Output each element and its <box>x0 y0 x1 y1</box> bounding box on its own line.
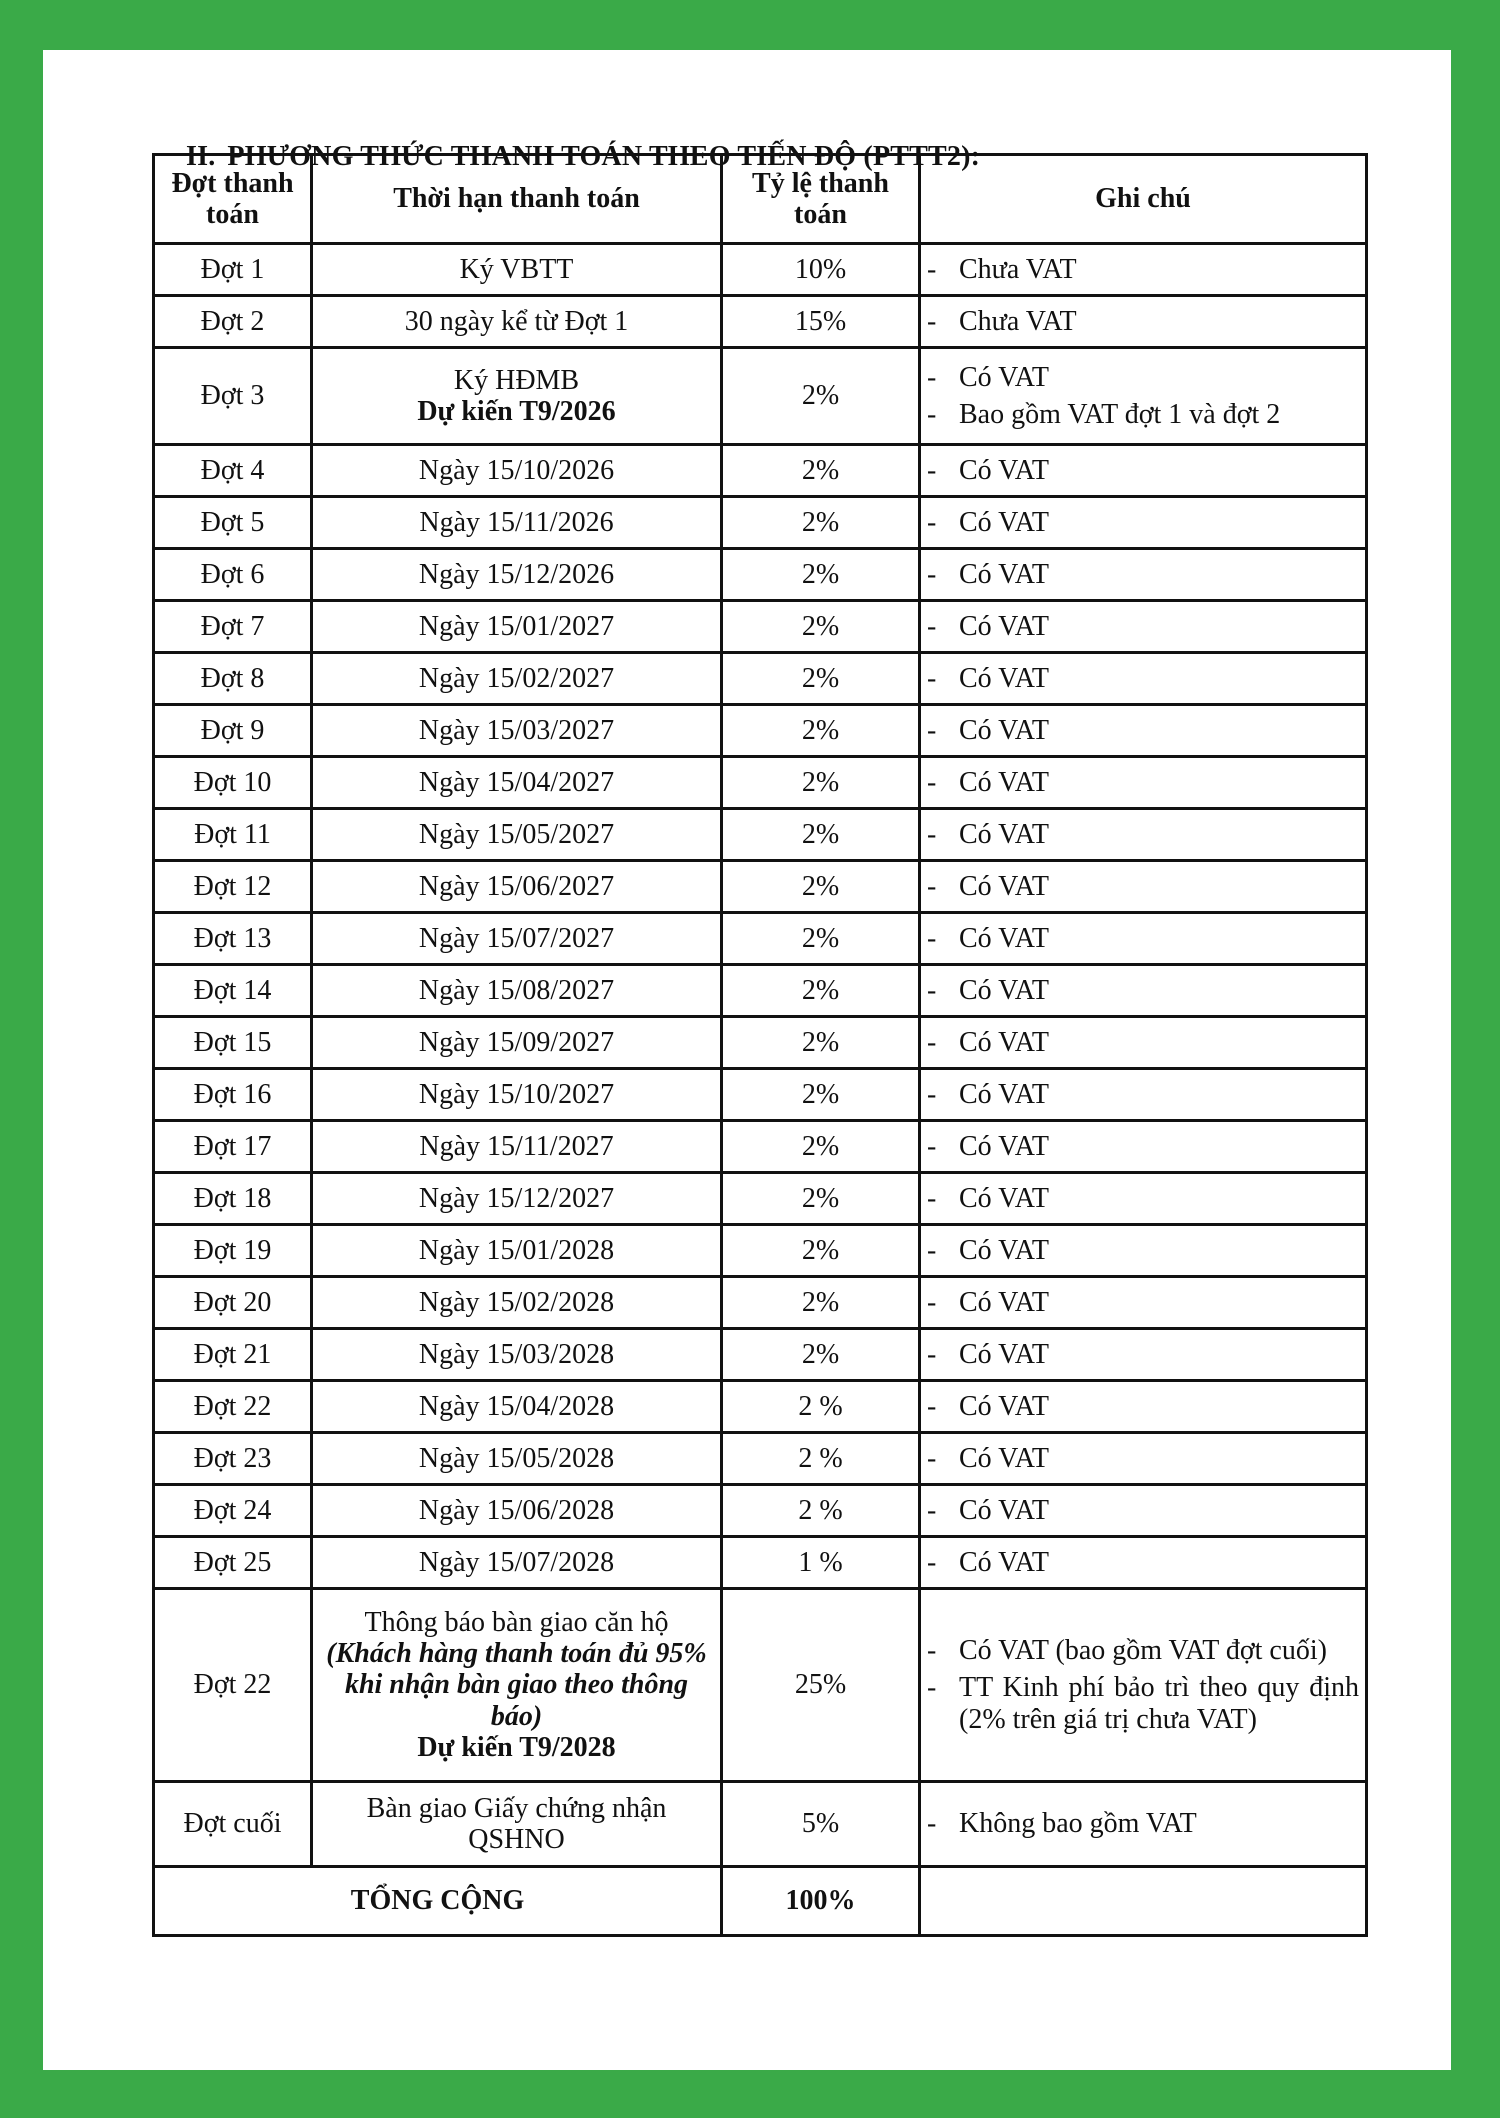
note-item <box>927 1079 1359 1110</box>
cell-notes <box>920 1485 1367 1537</box>
deadline-text: Bàn giao Giấy chứng nhận QSHNO <box>366 1792 667 1855</box>
cell-rate: 10% <box>722 244 920 296</box>
deadline-text: Ngày 15/05/2027 <box>418 818 615 850</box>
table-row <box>154 757 1367 809</box>
cell-stage: Đợt 13 <box>154 913 312 965</box>
cell-notes <box>920 965 1367 1017</box>
header-notes: Ghi chú <box>920 155 1367 244</box>
note-item <box>927 1547 1359 1578</box>
table-row <box>154 1589 1367 1782</box>
note-bullet: - <box>927 766 937 798</box>
note-bullet: - <box>927 922 937 954</box>
cell-deadline <box>312 1121 722 1173</box>
cell-notes <box>920 1433 1367 1485</box>
note-text: Chưa VAT <box>959 253 1077 285</box>
table-row <box>154 1485 1367 1537</box>
cell-deadline <box>312 497 722 549</box>
note-bullet: - <box>927 506 937 538</box>
deadline-text: Ngày 15/07/2027 <box>418 922 615 954</box>
cell-deadline <box>312 1381 722 1433</box>
table-row <box>154 1433 1367 1485</box>
note-item <box>927 559 1359 590</box>
cell-stage: Đợt 12 <box>154 861 312 913</box>
note-bullet: - <box>927 1390 937 1422</box>
cell-notes <box>920 1537 1367 1589</box>
cell-notes <box>920 1277 1367 1329</box>
note-item <box>927 1235 1359 1266</box>
deadline-text: Ngày 15/04/2027 <box>418 766 615 798</box>
table-row <box>154 1537 1367 1589</box>
cell-notes <box>920 1225 1367 1277</box>
note-item <box>927 1443 1359 1474</box>
note-item <box>927 455 1359 486</box>
table-row <box>154 1069 1367 1121</box>
cell-rate: 2% <box>722 549 920 601</box>
cell-stage: Đợt 22 <box>154 1589 312 1782</box>
note-bullet: - <box>927 610 937 642</box>
cell-rate: 2% <box>722 1017 920 1069</box>
table-row <box>154 497 1367 549</box>
cell-notes <box>920 809 1367 861</box>
note-item <box>927 1027 1359 1058</box>
cell-rate: 2% <box>722 965 920 1017</box>
cell-notes <box>920 348 1367 445</box>
note-bullet: - <box>927 1234 937 1266</box>
note-text: Có VAT <box>959 766 1050 798</box>
total-rate: 100% <box>722 1867 920 1936</box>
note-text: Có VAT <box>959 558 1050 590</box>
deadline-text: Ngày 15/02/2027 <box>418 662 615 694</box>
deadline-text: Ký HĐMB <box>453 364 580 396</box>
note-bullet: - <box>927 1808 937 1840</box>
note-bullet: - <box>927 1130 937 1162</box>
note-text: Có VAT <box>959 922 1050 954</box>
cell-stage: Đợt 16 <box>154 1069 312 1121</box>
note-text: Có VAT <box>959 454 1050 486</box>
cell-stage: Đợt 14 <box>154 965 312 1017</box>
note-text: Bao gồm VAT đợt 1 và đợt 2 <box>959 399 1281 430</box>
cell-notes <box>920 1782 1367 1867</box>
cell-rate: 2% <box>722 348 920 445</box>
cell-rate: 1 % <box>722 1537 920 1589</box>
note-bullet: - <box>927 1494 937 1526</box>
table-row <box>154 1782 1367 1867</box>
cell-deadline <box>312 244 722 296</box>
cell-deadline <box>312 653 722 705</box>
cell-stage: Đợt 1 <box>154 244 312 296</box>
note-item <box>927 1131 1359 1162</box>
deadline-expected: Dự kiến T9/2026 <box>417 396 616 427</box>
cell-rate: 2 % <box>722 1381 920 1433</box>
cell-deadline <box>312 1329 722 1381</box>
cell-stage: Đợt 7 <box>154 601 312 653</box>
table-header-row <box>154 155 1367 244</box>
cell-notes <box>920 244 1367 296</box>
note-text: Có VAT <box>959 1546 1050 1578</box>
table-row <box>154 1277 1367 1329</box>
cell-notes <box>920 601 1367 653</box>
table-row <box>154 1381 1367 1433</box>
note-text: Có VAT <box>959 1442 1050 1474</box>
cell-rate: 2% <box>722 757 920 809</box>
cell-notes <box>920 861 1367 913</box>
cell-notes <box>920 913 1367 965</box>
cell-stage: Đợt 24 <box>154 1485 312 1537</box>
table-row <box>154 1173 1367 1225</box>
cell-rate: 2% <box>722 1069 920 1121</box>
cell-rate: 2% <box>722 1121 920 1173</box>
cell-rate: 2% <box>722 809 920 861</box>
deadline-text: Ngày 15/07/2028 <box>418 1546 615 1578</box>
cell-stage: Đợt 18 <box>154 1173 312 1225</box>
cell-rate: 2% <box>722 1329 920 1381</box>
total-row <box>154 1867 1367 1936</box>
note-item <box>927 399 1359 430</box>
cell-stage: Đợt 5 <box>154 497 312 549</box>
deadline-text: Ngày 15/06/2028 <box>418 1494 615 1526</box>
cell-rate: 2% <box>722 705 920 757</box>
cell-notes <box>920 653 1367 705</box>
deadline-text: Ngày 15/01/2028 <box>418 1234 615 1266</box>
deadline-text: Ngày 15/01/2027 <box>418 610 615 642</box>
deadline-text: Ngày 15/09/2027 <box>418 1026 615 1058</box>
cell-deadline <box>312 1485 722 1537</box>
note-bullet: - <box>927 1672 937 1704</box>
note-item <box>927 923 1359 954</box>
note-text: Có VAT <box>959 361 1050 393</box>
note-text: Có VAT <box>959 1182 1050 1214</box>
table-row <box>154 244 1367 296</box>
cell-stage: Đợt 17 <box>154 1121 312 1173</box>
cell-notes <box>920 1329 1367 1381</box>
note-bullet: - <box>927 305 937 337</box>
cell-stage: Đợt 11 <box>154 809 312 861</box>
note-bullet: - <box>927 1078 937 1110</box>
cell-rate: 2% <box>722 1277 920 1329</box>
deadline-text: Ký VBTT <box>459 253 574 285</box>
table-row <box>154 296 1367 348</box>
note-text: Có VAT <box>959 1234 1050 1266</box>
deadline-text: Ngày 15/04/2028 <box>418 1390 615 1422</box>
deadline-text: Ngày 15/10/2026 <box>418 454 615 486</box>
note-text: Có VAT <box>959 1494 1050 1526</box>
note-item <box>927 1808 1359 1839</box>
note-item <box>927 1635 1359 1666</box>
cell-deadline <box>312 1225 722 1277</box>
note-text: Có VAT <box>959 662 1050 694</box>
table-row <box>154 445 1367 497</box>
note-bullet: - <box>927 974 937 1006</box>
cell-rate: 2% <box>722 601 920 653</box>
note-text: Không bao gồm VAT <box>959 1808 1197 1840</box>
note-text: Có VAT <box>959 818 1050 850</box>
deadline-text: Ngày 15/10/2027 <box>418 1078 615 1110</box>
payment-schedule-table <box>152 153 1368 1937</box>
section-number: II. <box>186 141 216 172</box>
cell-stage: Đợt 19 <box>154 1225 312 1277</box>
note-text: Có VAT <box>959 974 1050 1006</box>
note-bullet: - <box>927 558 937 590</box>
cell-stage: Đợt cuối <box>154 1782 312 1867</box>
note-item <box>927 1672 1359 1735</box>
cell-rate: 2% <box>722 1225 920 1277</box>
cell-stage: Đợt 6 <box>154 549 312 601</box>
cell-deadline <box>312 757 722 809</box>
deadline-text: Ngày 15/02/2028 <box>418 1286 615 1318</box>
cell-stage: Đợt 10 <box>154 757 312 809</box>
cell-rate: 2% <box>722 497 920 549</box>
deadline-text: Ngày 15/03/2028 <box>418 1338 615 1370</box>
deadline-text: Ngày 15/11/2026 <box>419 506 614 538</box>
cell-stage: Đợt 8 <box>154 653 312 705</box>
note-item <box>927 1495 1359 1526</box>
note-bullet: - <box>927 454 937 486</box>
note-text: Có VAT <box>959 1390 1050 1422</box>
deadline-text: Ngày 15/12/2027 <box>418 1182 615 1214</box>
cell-rate: 15% <box>722 296 920 348</box>
note-bullet: - <box>927 1442 937 1474</box>
note-bullet: - <box>927 870 937 902</box>
header-stage: Đợt thanh toán <box>154 155 312 244</box>
cell-stage: Đợt 2 <box>154 296 312 348</box>
table-row <box>154 653 1367 705</box>
note-item <box>927 663 1359 694</box>
table-row <box>154 809 1367 861</box>
note-bullet: - <box>927 1286 937 1318</box>
cell-notes <box>920 1173 1367 1225</box>
table-row <box>154 601 1367 653</box>
cell-deadline <box>312 296 722 348</box>
cell-rate: 2 % <box>722 1485 920 1537</box>
table-row <box>154 1329 1367 1381</box>
note-item <box>927 1391 1359 1422</box>
cell-rate: 2% <box>722 653 920 705</box>
deadline-text: 30 ngày kể từ Đợt 1 <box>404 305 629 337</box>
deadline-text: Ngày 15/08/2027 <box>418 974 615 1006</box>
section-title: PHƯƠNG THỨC THANH TOÁN THEO TIẾN ĐỘ (PTTT2): <box>227 141 981 172</box>
header-rate: Tỷ lệ thanh toán <box>722 155 920 244</box>
table-row <box>154 1017 1367 1069</box>
cell-rate: 2 % <box>722 1433 920 1485</box>
note-bullet: - <box>927 1338 937 1370</box>
cell-stage: Đợt 22 <box>154 1381 312 1433</box>
note-text: Có VAT <box>959 506 1050 538</box>
cell-deadline <box>312 1069 722 1121</box>
note-item <box>927 871 1359 902</box>
cell-notes <box>920 1589 1367 1782</box>
note-text: Có VAT <box>959 1026 1050 1058</box>
cell-deadline <box>312 1589 722 1782</box>
note-text: Có VAT <box>959 1130 1050 1162</box>
note-text: Có VAT <box>959 610 1050 642</box>
table-row <box>154 705 1367 757</box>
total-label: TỔNG CỘNG <box>154 1867 722 1936</box>
note-bullet: - <box>927 1634 937 1666</box>
note-bullet: - <box>927 818 937 850</box>
note-text: Có VAT (bao gồm VAT đợt cuối) <box>959 1634 1327 1666</box>
note-bullet: - <box>927 399 937 430</box>
total-notes <box>920 1867 1367 1936</box>
note-text: Chưa VAT <box>959 305 1077 337</box>
note-item <box>927 1339 1359 1370</box>
note-item <box>927 975 1359 1006</box>
cell-deadline <box>312 809 722 861</box>
table-row <box>154 1121 1367 1173</box>
cell-deadline <box>312 1017 722 1069</box>
note-text: Có VAT <box>959 870 1050 902</box>
cell-rate: 2% <box>722 913 920 965</box>
table-row <box>154 861 1367 913</box>
note-item <box>927 306 1359 337</box>
table-row <box>154 913 1367 965</box>
cell-deadline <box>312 705 722 757</box>
cell-stage: Đợt 4 <box>154 445 312 497</box>
cell-deadline <box>312 601 722 653</box>
header-deadline: Thời hạn thanh toán <box>312 155 722 244</box>
note-item <box>927 254 1359 285</box>
note-bullet: - <box>927 714 937 746</box>
note-item <box>927 507 1359 538</box>
cell-stage: Đợt 3 <box>154 348 312 445</box>
cell-deadline <box>312 1433 722 1485</box>
cell-deadline <box>312 1537 722 1589</box>
note-bullet: - <box>927 361 937 393</box>
cell-notes <box>920 1017 1367 1069</box>
table-row <box>154 348 1367 445</box>
note-bullet: - <box>927 253 937 285</box>
cell-notes <box>920 1069 1367 1121</box>
cell-stage: Đợt 20 <box>154 1277 312 1329</box>
deadline-text: Ngày 15/03/2027 <box>418 714 615 746</box>
note-text: Có VAT <box>959 1286 1050 1318</box>
note-text: Có VAT <box>959 714 1050 746</box>
note-item <box>927 715 1359 746</box>
table-row <box>154 1225 1367 1277</box>
cell-deadline <box>312 445 722 497</box>
note-bullet: - <box>927 662 937 694</box>
cell-rate: 2% <box>722 445 920 497</box>
deadline-text: Thông báo bàn giao căn hộ <box>364 1606 669 1638</box>
cell-rate: 5% <box>722 1782 920 1867</box>
cell-stage: Đợt 21 <box>154 1329 312 1381</box>
cell-stage: Đợt 23 <box>154 1433 312 1485</box>
cell-notes <box>920 1381 1367 1433</box>
note-text: Có VAT <box>959 1338 1050 1370</box>
cell-deadline <box>312 348 722 445</box>
note-item <box>927 611 1359 642</box>
note-item <box>927 362 1359 393</box>
cell-deadline <box>312 913 722 965</box>
cell-stage: Đợt 15 <box>154 1017 312 1069</box>
cell-notes <box>920 497 1367 549</box>
cell-rate: 25% <box>722 1589 920 1782</box>
note-item <box>927 1183 1359 1214</box>
note-text: Có VAT <box>959 1078 1050 1110</box>
table-body <box>154 244 1367 1867</box>
deadline-text: Ngày 15/05/2028 <box>418 1442 615 1474</box>
cell-notes <box>920 549 1367 601</box>
deadline-text: Ngày 15/12/2026 <box>418 558 615 590</box>
cell-deadline <box>312 1277 722 1329</box>
cell-deadline <box>312 861 722 913</box>
table-row <box>154 549 1367 601</box>
note-item <box>927 1287 1359 1318</box>
cell-deadline <box>312 549 722 601</box>
note-bullet: - <box>927 1026 937 1058</box>
cell-rate: 2% <box>722 1173 920 1225</box>
cell-notes <box>920 1121 1367 1173</box>
cell-notes <box>920 296 1367 348</box>
deadline-italic-note: (Khách hàng thanh toán đủ 95% khi nhận bàn giao theo thông báo) <box>326 1637 707 1732</box>
note-bullet: - <box>927 1546 937 1578</box>
table-row <box>154 965 1367 1017</box>
cell-rate: 2% <box>722 861 920 913</box>
cell-stage: Đợt 9 <box>154 705 312 757</box>
note-bullet: - <box>927 1182 937 1214</box>
deadline-text: Ngày 15/06/2027 <box>418 870 615 902</box>
cell-deadline <box>312 1173 722 1225</box>
cell-notes <box>920 757 1367 809</box>
deadline-expected: Dự kiến T9/2028 <box>417 1732 616 1764</box>
note-text: TT Kinh phí bảo trì theo quy định (2% trên giá trị chưa VAT) <box>959 1672 1359 1735</box>
cell-deadline <box>312 965 722 1017</box>
cell-notes <box>920 705 1367 757</box>
cell-stage: Đợt 25 <box>154 1537 312 1589</box>
note-item <box>927 819 1359 850</box>
note-item <box>927 767 1359 798</box>
deadline-text: Ngày 15/11/2027 <box>419 1130 614 1162</box>
cell-deadline <box>312 1782 722 1867</box>
cell-notes <box>920 445 1367 497</box>
